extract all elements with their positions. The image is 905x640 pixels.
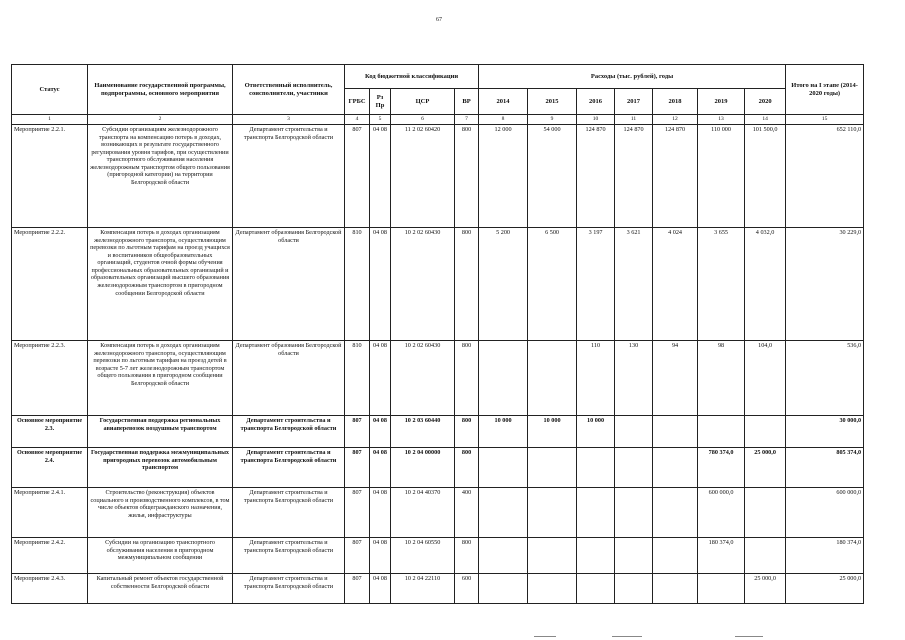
row-total: 25 000,0 (786, 574, 864, 604)
row-csr: 11 2 02 60420 (391, 125, 455, 228)
row-vr: 800 (455, 448, 479, 488)
column-number: 7 (455, 115, 479, 125)
column-number-row (12, 115, 864, 125)
row-status: Основное мероприятие 2.3. (12, 416, 88, 448)
row-year-value: 25 000,0 (745, 448, 786, 488)
column-number: 10 (577, 115, 615, 125)
row-year-value (528, 574, 577, 604)
row-year-value: 5 200 (479, 228, 528, 341)
row-rz-pr: 04 08 (370, 448, 391, 488)
row-name: Капитальный ремонт объектов государственной собственности Белгородской области (88, 574, 233, 604)
row-name: Государственная поддержка региональных авиаперевозок воздушным транспортом (88, 416, 233, 448)
row-csr: 10 2 04 22110 (391, 574, 455, 604)
row-year-value: 3 655 (698, 228, 745, 341)
row-vr: 800 (455, 125, 479, 228)
row-status: Основное мероприятие 2.4. (12, 448, 88, 488)
header-year: 2020 (745, 89, 786, 115)
row-name: Компенсация потерь в доходах организациям железнодорожного транспорта, осуществляющим перевозки по льготным тарифам на проезд детей в возрасте 5-7 лет железнодорожным транспортом общего пользования в пригородном сообщении Белгородской области (88, 341, 233, 416)
row-year-value (577, 538, 615, 574)
row-year-value (615, 538, 653, 574)
row-total: 30 229,0 (786, 228, 864, 341)
header-csr: ЦСР (391, 89, 455, 115)
row-total: 600 000,0 (786, 488, 864, 538)
row-year-value (528, 488, 577, 538)
row-year-value: 3 621 (615, 228, 653, 341)
row-year-value (479, 448, 528, 488)
row-name: Субсидии организациям железнодорожного транспорта на компенсацию потерь в доходах, возникающих в результате государственного регулирования уровня тарифов, при осуществлении транспортного обслуживания населения железнодорожным транспортом общего пользования (пригородной категории) на территории Белгородской области (88, 125, 233, 228)
row-year-value (653, 416, 698, 448)
budget-table (11, 64, 864, 604)
row-csr: 10 2 04 00000 (391, 448, 455, 488)
row-executor: Департамент образования Белгородской области (233, 341, 345, 416)
row-year-value: 110 (577, 341, 615, 416)
row-year-value: 6 500 (528, 228, 577, 341)
row-executor: Департамент образования Белгородской области (233, 228, 345, 341)
table-row (12, 574, 864, 604)
row-year-value (479, 538, 528, 574)
row-executor: Департамент строительства и транспорта Белгородской области (233, 538, 345, 574)
column-number: 14 (745, 115, 786, 125)
row-year-value (577, 488, 615, 538)
row-year-value: 180 374,0 (698, 538, 745, 574)
row-year-value (528, 341, 577, 416)
row-executor: Департамент строительства и транспорта Белгородской области (233, 488, 345, 538)
footer-rule (735, 636, 763, 637)
table-row (12, 488, 864, 538)
row-grbs: 807 (345, 488, 370, 538)
row-vr: 800 (455, 341, 479, 416)
row-year-value: 10 000 (479, 416, 528, 448)
row-year-value: 4 032,0 (745, 228, 786, 341)
header-rz-pr: Рз Пр (370, 89, 391, 115)
row-year-value: 4 024 (653, 228, 698, 341)
column-number: 5 (370, 115, 391, 125)
row-year-value: 101 500,0 (745, 125, 786, 228)
table-row (12, 341, 864, 416)
table-row (12, 538, 864, 574)
row-grbs: 810 (345, 228, 370, 341)
column-number: 8 (479, 115, 528, 125)
row-year-value (653, 538, 698, 574)
row-year-value: 124 870 (577, 125, 615, 228)
row-grbs: 807 (345, 538, 370, 574)
row-year-value (577, 574, 615, 604)
header-budget-code: Код бюджетной классификации (345, 65, 479, 89)
row-rz-pr: 04 08 (370, 341, 391, 416)
row-year-value (615, 448, 653, 488)
row-status: Мероприятие 2.4.2. (12, 538, 88, 574)
row-total: 536,0 (786, 341, 864, 416)
column-number: 4 (345, 115, 370, 125)
row-year-value: 25 000,0 (745, 574, 786, 604)
row-rz-pr: 04 08 (370, 488, 391, 538)
row-status: Мероприятие 2.2.1. (12, 125, 88, 228)
row-year-value (577, 448, 615, 488)
row-year-value (615, 488, 653, 538)
row-total: 805 374,0 (786, 448, 864, 488)
column-number: 3 (233, 115, 345, 125)
row-rz-pr: 04 08 (370, 125, 391, 228)
row-year-value: 10 000 (577, 416, 615, 448)
column-number: 12 (653, 115, 698, 125)
row-name: Государственная поддержка межмуниципальных пригородных перевозок автомобильным транспортом (88, 448, 233, 488)
row-grbs: 807 (345, 125, 370, 228)
row-year-value (698, 416, 745, 448)
header-total: Итого на I этапе (2014-2020 годы) (786, 65, 864, 115)
row-year-value (745, 538, 786, 574)
row-executor: Департамент строительства и транспорта Белгородской области (233, 416, 345, 448)
row-rz-pr: 04 08 (370, 416, 391, 448)
footer-rule (534, 636, 556, 637)
row-status: Мероприятие 2.2.2. (12, 228, 88, 341)
row-year-value: 54 000 (528, 125, 577, 228)
column-number: 13 (698, 115, 745, 125)
header-executor: Ответственный исполнитель, соисполнители, участники (233, 65, 345, 115)
row-name: Субсидии на организацию транспортного обслуживания населения в пригородном межмуниципальном сообщении (88, 538, 233, 574)
header-grbs: ГРБС (345, 89, 370, 115)
row-grbs: 810 (345, 341, 370, 416)
column-number: 9 (528, 115, 577, 125)
row-year-value (479, 488, 528, 538)
row-executor: Департамент строительства и транспорта Белгородской области (233, 574, 345, 604)
row-executor: Департамент строительства и транспорта Белгородской области (233, 448, 345, 488)
column-number: 11 (615, 115, 653, 125)
row-year-value (653, 448, 698, 488)
row-total: 652 110,0 (786, 125, 864, 228)
row-year-value: 130 (615, 341, 653, 416)
row-name: Строительство (реконструкция) объектов социального и производственного комплексов, в том числе объектов общегражданского назначения, жилья, инфраструктуры (88, 488, 233, 538)
header-year: 2014 (479, 89, 528, 115)
header-year: 2015 (528, 89, 577, 115)
table-row (12, 228, 864, 341)
table-row (12, 416, 864, 448)
header-vr: ВР (455, 89, 479, 115)
row-year-value: 124 870 (615, 125, 653, 228)
row-year-value: 110 000 (698, 125, 745, 228)
row-year-value (479, 574, 528, 604)
row-vr: 800 (455, 538, 479, 574)
row-total: 180 374,0 (786, 538, 864, 574)
row-year-value: 98 (698, 341, 745, 416)
page-number: 67 (436, 17, 442, 23)
row-year-value (479, 341, 528, 416)
row-year-value: 12 000 (479, 125, 528, 228)
column-number: 6 (391, 115, 455, 125)
row-year-value (653, 488, 698, 538)
row-rz-pr: 04 08 (370, 538, 391, 574)
row-year-value (615, 416, 653, 448)
header-year: 2016 (577, 89, 615, 115)
column-number: 1 (12, 115, 88, 125)
row-year-value: 600 000,0 (698, 488, 745, 538)
row-vr: 600 (455, 574, 479, 604)
header-year: 2019 (698, 89, 745, 115)
header-year: 2017 (615, 89, 653, 115)
row-vr: 800 (455, 228, 479, 341)
row-year-value: 3 197 (577, 228, 615, 341)
row-csr: 10 2 03 60440 (391, 416, 455, 448)
row-status: Мероприятие 2.2.3. (12, 341, 88, 416)
row-status: Мероприятие 2.4.3. (12, 574, 88, 604)
header-year: 2018 (653, 89, 698, 115)
row-year-value (615, 574, 653, 604)
row-year-value: 94 (653, 341, 698, 416)
row-year-value: 104,0 (745, 341, 786, 416)
row-vr: 400 (455, 488, 479, 538)
row-csr: 10 2 04 40370 (391, 488, 455, 538)
row-grbs: 807 (345, 448, 370, 488)
row-vr: 800 (455, 416, 479, 448)
header-expenses: Расходы (тыс. рублей), годы (479, 65, 786, 89)
row-year-value (528, 448, 577, 488)
row-year-value (745, 488, 786, 538)
row-executor: Департамент строительства и транспорта Белгородской области (233, 125, 345, 228)
row-year-value (653, 574, 698, 604)
row-csr: 10 2 02 60430 (391, 341, 455, 416)
row-year-value (745, 416, 786, 448)
row-rz-pr: 04 08 (370, 228, 391, 341)
header-status: Статус (12, 65, 88, 115)
row-grbs: 807 (345, 574, 370, 604)
column-number: 2 (88, 115, 233, 125)
row-year-value (528, 538, 577, 574)
row-status: Мероприятие 2.4.1. (12, 488, 88, 538)
table-row (12, 448, 864, 488)
row-year-value: 780 374,0 (698, 448, 745, 488)
header-name: Наименование государственной программы, подпрограммы, основного мероприятия (88, 65, 233, 115)
row-year-value (698, 574, 745, 604)
row-rz-pr: 04 08 (370, 574, 391, 604)
row-grbs: 807 (345, 416, 370, 448)
row-csr: 10 2 04 60550 (391, 538, 455, 574)
footer-rule (612, 636, 642, 637)
row-total: 30 000,0 (786, 416, 864, 448)
column-number: 15 (786, 115, 864, 125)
table-row (12, 125, 864, 228)
row-csr: 10 2 02 60430 (391, 228, 455, 341)
row-name: Компенсация потерь в доходах организациям железнодорожного транспорта, осуществляющим перевозки по льготным тарифам на проезд учащихся и воспитанников общеобразовательных организаций, студентов очной формы обучения профессиональных образовательных организаций и образовательных организаций высшего образования железнодорожным транспортом в пригородном сообщении Белгородской области (88, 228, 233, 341)
row-year-value: 124 870 (653, 125, 698, 228)
row-year-value: 10 000 (528, 416, 577, 448)
